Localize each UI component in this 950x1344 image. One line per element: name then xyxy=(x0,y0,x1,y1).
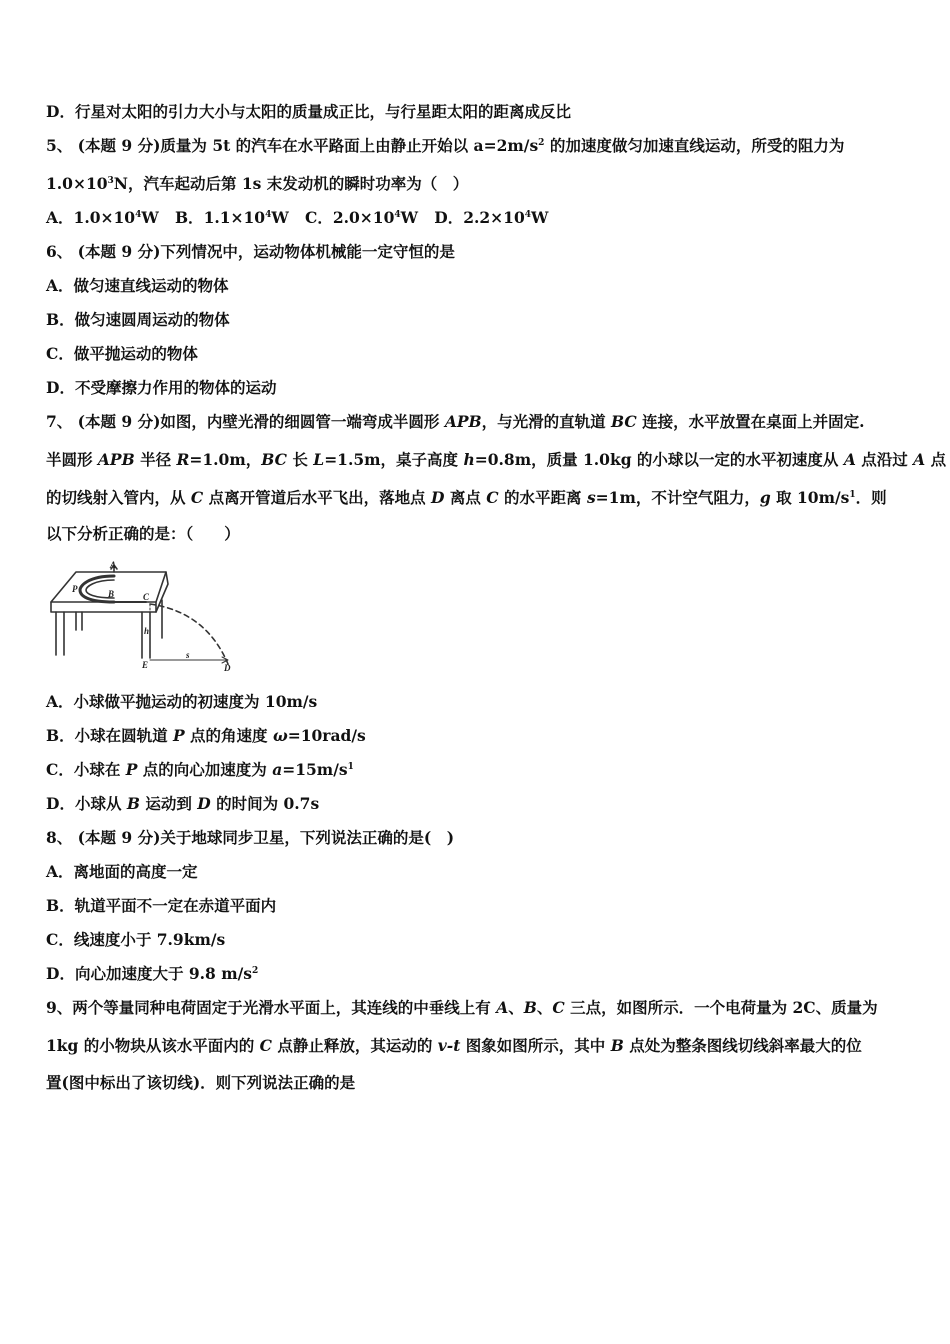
q8-option-a: A．离地面的高度一定 xyxy=(46,862,198,881)
label-e: E xyxy=(142,660,149,670)
q7-stem-line1 xyxy=(46,411,865,433)
q7-l2-i: =1.5m，桌子高度 xyxy=(324,450,464,469)
q5-option-d-label: D． xyxy=(434,208,464,227)
q5-option-d-sup: 4 xyxy=(524,209,531,220)
q9-l2-c: 点静止释放，其运动的 xyxy=(272,1036,438,1055)
q7-l2-f: BC xyxy=(261,450,287,469)
q7-opt-b-mid: 点的角速度 xyxy=(184,726,273,745)
q5-option-d-unit: W xyxy=(531,208,549,227)
table-leg-back-left xyxy=(76,612,82,630)
q7-l3-b: C xyxy=(190,488,204,507)
q5-option-a-value: 1.0×10 xyxy=(73,208,136,227)
q5-option-b-sup: 4 xyxy=(265,209,272,220)
q9-stem-line3: 置(图中标出了该切线)．则下列说法正确的是 xyxy=(46,1073,356,1092)
q7-l3-g: 的水平距离 xyxy=(498,488,587,507)
q7-l2-m: 点沿过 xyxy=(855,450,914,469)
q5-stem-line2-pre: 1.0×10 xyxy=(46,174,108,193)
q7-stem-line3 xyxy=(46,487,887,509)
q6-option-c: C．做平抛运动的物体 xyxy=(46,344,198,363)
q7-l2-o: 点 xyxy=(925,450,947,469)
q9-stem-line2 xyxy=(46,1035,862,1057)
q7-l2-c: 半径 xyxy=(134,450,177,469)
q7-figure-table-diagram xyxy=(46,560,246,675)
q9-l2-g: 点处为整条图线切线斜率最大的位 xyxy=(623,1036,862,1055)
q7-opt-d-mid: 运动到 xyxy=(139,794,198,813)
q7-l3-k: 取 10m/s xyxy=(770,488,850,507)
q5-option-a-unit: W xyxy=(141,208,159,227)
q7-opt-c-mid: 点的向心加速度为 xyxy=(137,760,273,779)
q5-option-a xyxy=(46,208,159,227)
q5-option-c-label: C． xyxy=(304,208,333,227)
q7-opt-d-pre: D．小球从 xyxy=(46,794,127,813)
q5-option-a-label: A． xyxy=(46,208,74,227)
q7-l1-e: 连接，水平放置在桌面上并固定. xyxy=(636,412,865,431)
q5-option-a-sup: 4 xyxy=(135,209,142,220)
q9-l1-b: A xyxy=(496,998,509,1017)
q8-opt-d-pre: D．向心加速度大于 9.8 m/s xyxy=(46,964,252,983)
q7-opt-b-p: P xyxy=(173,726,185,745)
q7-opt-d-b: B xyxy=(126,794,140,813)
q5-option-c xyxy=(305,208,418,227)
q7-option-a: A．小球做平抛运动的初速度为 10m/s xyxy=(46,692,318,711)
q9-l2-e: 图象如图所示，其中 xyxy=(460,1036,611,1055)
q7-l3-l: ．则 xyxy=(855,488,887,507)
q7-l3-f: C xyxy=(486,488,499,507)
label-c: C xyxy=(143,592,150,602)
q7-l2-d: R xyxy=(176,450,190,469)
table-leg-front-left xyxy=(56,612,64,655)
q6-option-b: B．做匀速圆周运动的物体 xyxy=(46,310,230,329)
q7-l3-d: D xyxy=(431,488,445,507)
label-b: B xyxy=(108,589,115,599)
q9-l1-c: 、 xyxy=(508,998,524,1017)
q7-l3-sup: 1 xyxy=(849,489,856,500)
q7-option-b xyxy=(46,725,366,747)
q7-l1-c: ，与光滑的直轨道 xyxy=(481,412,612,431)
q7-l1-a: 7、 (本题 9 分)如图，内壁光滑的细圆管一端弯成半圆形 xyxy=(46,412,445,431)
q7-opt-c-p: P xyxy=(125,760,138,779)
q7-l2-e: =1.0m， xyxy=(189,450,262,469)
q7-l2-n: A xyxy=(913,450,926,469)
q5-stem-line2 xyxy=(46,173,468,195)
q6-option-d: D．不受摩擦力作用的物体的运动 xyxy=(46,378,277,397)
q4-option-d: D．行星对太阳的引力大小与太阳的质量成正比，与行星距太阳的距离成反比 xyxy=(46,102,571,121)
label-d: D xyxy=(224,663,231,673)
q7-l3-c: 点离开管道后水平飞出，落地点 xyxy=(203,488,432,507)
q7-opt-b-post: =10rad/s xyxy=(287,726,366,745)
q7-l2-b: APB xyxy=(97,450,135,469)
q7-l2-a: 半圆形 xyxy=(46,450,98,469)
q7-l3-e: 离点 xyxy=(444,488,487,507)
q7-opt-c-pre: C．小球在 xyxy=(46,760,126,779)
q5-option-d-value: 2.2×10 xyxy=(463,208,525,227)
q7-stem-line4: 以下分析正确的是：（ ） xyxy=(46,524,240,543)
q5-stem-line2-sup: 3 xyxy=(107,175,114,186)
q7-l2-j: h xyxy=(463,450,475,469)
q7-l3-h: s xyxy=(586,488,596,507)
q7-l2-l: A xyxy=(843,450,856,469)
q9-l1-f: C xyxy=(552,998,565,1017)
q9-l2-d: v-t xyxy=(437,1036,461,1055)
q7-opt-c-sup: 1 xyxy=(347,761,354,772)
label-h: h xyxy=(144,626,150,636)
q7-l1-d: BC xyxy=(611,412,637,431)
q6-stem: 6、 (本题 9 分)下列情况中，运动物体机械能一定守恒的是 xyxy=(46,242,455,261)
q7-l3-j: g xyxy=(759,488,771,507)
q5-stem-line2-post: N，汽车起动后第 1s 末发动机的瞬时功率为（ ） xyxy=(113,174,469,193)
q9-stem-line1 xyxy=(46,997,878,1019)
q5-option-d xyxy=(434,208,548,227)
q7-l1-b: APB xyxy=(444,412,482,431)
label-s: s xyxy=(186,650,190,660)
q9-l2-f: B xyxy=(610,1036,624,1055)
q9-l1-g: 三点，如图所示．一个电荷量为 2C、质量为 xyxy=(564,998,878,1017)
q7-l2-g: 长 xyxy=(286,450,314,469)
q7-stem-line2 xyxy=(46,449,946,471)
q5-option-b-value: 1.1×10 xyxy=(203,208,266,227)
q8-option-b: B．轨道平面不一定在赤道平面内 xyxy=(46,896,277,915)
q8-stem: 8、 (本题 9 分)关于地球同步卫星，下列说法正确的是( ) xyxy=(46,828,455,847)
q7-opt-b-pre: B．小球在圆轨道 xyxy=(46,726,173,745)
q6-option-a: A．做匀速直线运动的物体 xyxy=(46,276,229,295)
q9-l1-e: 、 xyxy=(536,998,553,1017)
label-a: A xyxy=(110,560,117,570)
q5-stem-line1-sup: 2 xyxy=(538,137,545,148)
q8-option-d xyxy=(46,963,258,985)
q7-l3-i: =1m，不计空气阻力， xyxy=(595,488,760,507)
q8-opt-d-sup: 2 xyxy=(252,965,259,976)
q5-stem-line1-pre: 5、 (本题 9 分)质量为 5t 的汽车在水平路面上由静止开始以 a=2m/s xyxy=(46,136,539,155)
q7-l2-k: =0.8m，质量 1.0kg 的小球以一定的水平初速度从 xyxy=(474,450,844,469)
q5-option-c-sup: 4 xyxy=(394,209,401,220)
q7-option-d xyxy=(46,793,319,815)
q7-l3-a: 的切线射入管内，从 xyxy=(46,488,191,507)
q5-option-b xyxy=(175,208,289,227)
q5-stem-line1-post: 的加速度做匀加速直线运动，所受的阻力为 xyxy=(544,136,845,155)
q5-stem-line1 xyxy=(46,135,844,157)
q7-option-c xyxy=(46,759,354,781)
label-p: P xyxy=(72,584,78,594)
q9-l2-a: 1kg 的小物块从该水平面内的 xyxy=(46,1036,260,1055)
q5-option-b-unit: W xyxy=(271,208,289,227)
q5-option-c-value: 2.0×10 xyxy=(332,208,395,227)
q9-l1-a: 9、两个等量同种电荷固定于光滑水平面上，其连线的中垂线上有 xyxy=(46,998,497,1017)
q8-option-c: C．线速度小于 7.9km/s xyxy=(46,930,226,949)
q7-opt-c-post: =15m/s xyxy=(282,760,348,779)
q9-l1-d: B xyxy=(523,998,537,1017)
q7-opt-d-d: D xyxy=(197,794,211,813)
q7-opt-d-post: 的时间为 0.7s xyxy=(210,794,320,813)
q5-option-c-unit: W xyxy=(400,208,419,227)
q7-opt-c-a: a xyxy=(272,760,283,779)
q7-l2-h: L xyxy=(313,450,325,469)
q5-options xyxy=(46,207,548,229)
q9-l2-b: C xyxy=(259,1036,272,1055)
tabletop-edge xyxy=(51,602,156,612)
q5-option-b-label: B． xyxy=(174,208,204,227)
q7-opt-b-w: ω xyxy=(272,726,288,745)
